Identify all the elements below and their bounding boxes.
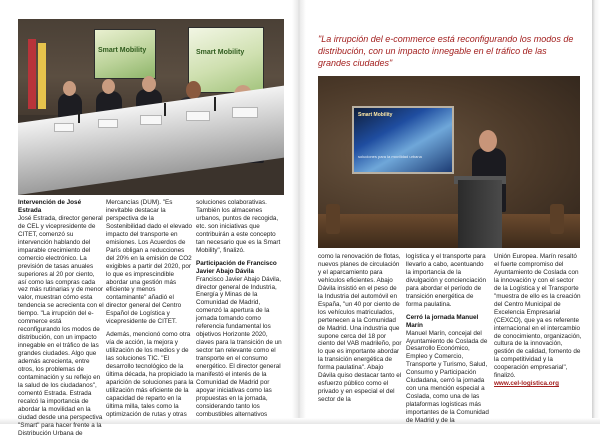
article-column-4	[318, 253, 402, 409]
article-column-5	[406, 253, 490, 430]
paragraph: logística y el transporte para llevarlo a cabo, acentuando la importancia de la divulgación y concienciación para abordar el período de transición energética de forma paulatina.	[406, 253, 487, 308]
nameplate	[186, 111, 210, 121]
projection-caption: soluciones para la movilidad urbana	[358, 154, 422, 159]
panelist-head	[102, 79, 115, 94]
page-gutter	[292, 0, 306, 424]
article-column-3	[196, 199, 286, 424]
section-heading-marin: Cerró la jornada Manuel Marín	[406, 313, 479, 329]
flag	[38, 43, 46, 109]
flag	[28, 39, 36, 109]
section-heading-abajo: Participación de Francisco Javier Abajo Dávila	[196, 259, 277, 275]
paragraph: Manuel Marín, concejal del Ayuntamiento de Coslada de Desarrollo Económico, Empleo y Comercio, Transporte y Turismo, Salud, Consumo y Participación Ciudadana, cerró la jornada con una mención especial a Coslada, como una de las plataformas logísticas más importantes de la Comunidad de Madrid y de la	[406, 329, 489, 425]
photo-floor	[318, 214, 580, 248]
paragraph: Mercancías (DUM). "Es inevitable destacar la perspectiva de la Sostenibilidad dado el elevado impacto del transporte en emisiones. Los Acuerdos de París obligan a reducciones del 20% en la emisión de CO2 exigibles a partir del 2020, por lo que es imprescindible abordar una gestión más eficiente y menos contaminante" añadió el director general del Centro Español de Logística y vicepresidente de CITET.	[106, 199, 193, 326]
website-link[interactable]: www.cel-logistica.org	[494, 380, 559, 388]
chair	[326, 204, 340, 234]
panelist-head	[186, 81, 201, 99]
screen-logo: Smart Mobility	[196, 49, 245, 56]
microphone	[164, 103, 166, 116]
nameplate	[232, 107, 258, 118]
nameplate	[98, 119, 118, 128]
presentation-screen	[188, 27, 264, 93]
article-column-1	[18, 199, 104, 443]
article-column-2	[106, 199, 194, 424]
speaker-podium-photo	[318, 76, 580, 248]
projection-heading: Smart Mobility	[358, 112, 393, 118]
paragraph: Además, mencionó como otra vía de acción, la mejora y utilización de los medios y de las soluciones TIC. "El desarrollo tecnológico de la última década, ha propiciado la aparición de soluciones para la utilización más eficiente de la capacidad de reparto en la última milla, tales como la optimización de rutas y otras	[106, 331, 194, 418]
chair	[550, 204, 564, 234]
screen-logo: Smart Mobility	[98, 47, 147, 54]
paragraph: José Estrada, director general de CEL y vicepresidente de CITET, comenzó su intervención hablando del imparable crecimiento del comercio electrónico. La previsión de tasas anuales superiores al 20 por ciento, así como las compras cada vez más rutinarias y de menor valor, muestran cómo esta tendencia se acrecienta con el tiempo. "La irrupción del e-commerce está reconfigurando los modos de distribución, con un impacto innegable en el tráfico de las grandes ciudades. Algo que además acrecienta, entre otros, los problemas de contaminación y su reflejo en la salud de los ciudadanos", comentó Estrada. Estrada recalcó la importancia de abordar la movilidad en la ciudad desde una perspectiva "Smart" para hacer frente a la Distribución Urbana de	[18, 214, 104, 437]
presentation-screen	[94, 29, 156, 79]
paragraph: Unión Europea. Marín resaltó el fuerte compromiso del Ayuntamiento de Coslada con la innovación y con el sector de la Logística y el Transporte "muestra de ello es la creación del Centro Municipal de Excelencia Empresarial (CEXCO), que ya es referente internacional en el intercambio de conocimiento, organización, cultura de la innovación, gestión de calidad, fomento de la competitividad y la cooperación empresarial", finalizó.	[494, 253, 582, 380]
speaker-head	[479, 130, 497, 152]
article-column-6	[494, 253, 582, 393]
nameplate	[140, 115, 162, 125]
pull-quote: "La irrupción del e-commerce está reconfigurando los modos de distribución, con un impacto innegable en el tráfico de las grandes ciudades"	[318, 34, 574, 68]
paragraph: Francisco Javier Abajo Dávila, director general de Industria, Energía y Minas de la Comunidad de Madrid, comenzó la apertura de la jornada tomando como referencia fundamental los objetivos Horizonte 2020, claves para la transición de un sector tan relevante como el transporte en el consumo energético. El director general manifestó el interés de la Comunidad de Madrid por apoyar iniciativas como las propuestas en la jornada, considerando tanto los combustibles alternativos	[196, 275, 282, 418]
panelist-head	[142, 76, 156, 92]
panelist-head	[63, 81, 76, 96]
paragraph: como la renovación de flotas, nuevos planes de circulación y el aparcamiento para vehículos eficientes. Abajo Dávila insistió en el peso de la Industria del automóvil en España, "un 40 por ciento de los vehículos matriculados, pertenecen a la Comunidad de Madrid. Una industria que supone cerca del 18 por ciento del VAB madrileño, por lo que es importante abordar la transición energética de forma paulatina". Abajo Dávila quiso destacar tanto el esfuerzo público como el privado y en especial el del sector de la	[318, 253, 402, 404]
paragraph: soluciones colaborativas. También los almacenes urbanos, puntos de recogida, etc. son iniciativas que contribuirán a este concepto tan necesario que es la Smart Mobility", finalizó.	[196, 199, 281, 254]
page-edge	[592, 0, 600, 424]
microphone	[78, 111, 80, 123]
microphone	[214, 97, 216, 111]
nameplate	[54, 123, 74, 132]
section-heading-estrada: Intervención de José Estrada	[18, 199, 82, 214]
press-conference-photo	[18, 19, 284, 195]
podium	[458, 180, 502, 248]
